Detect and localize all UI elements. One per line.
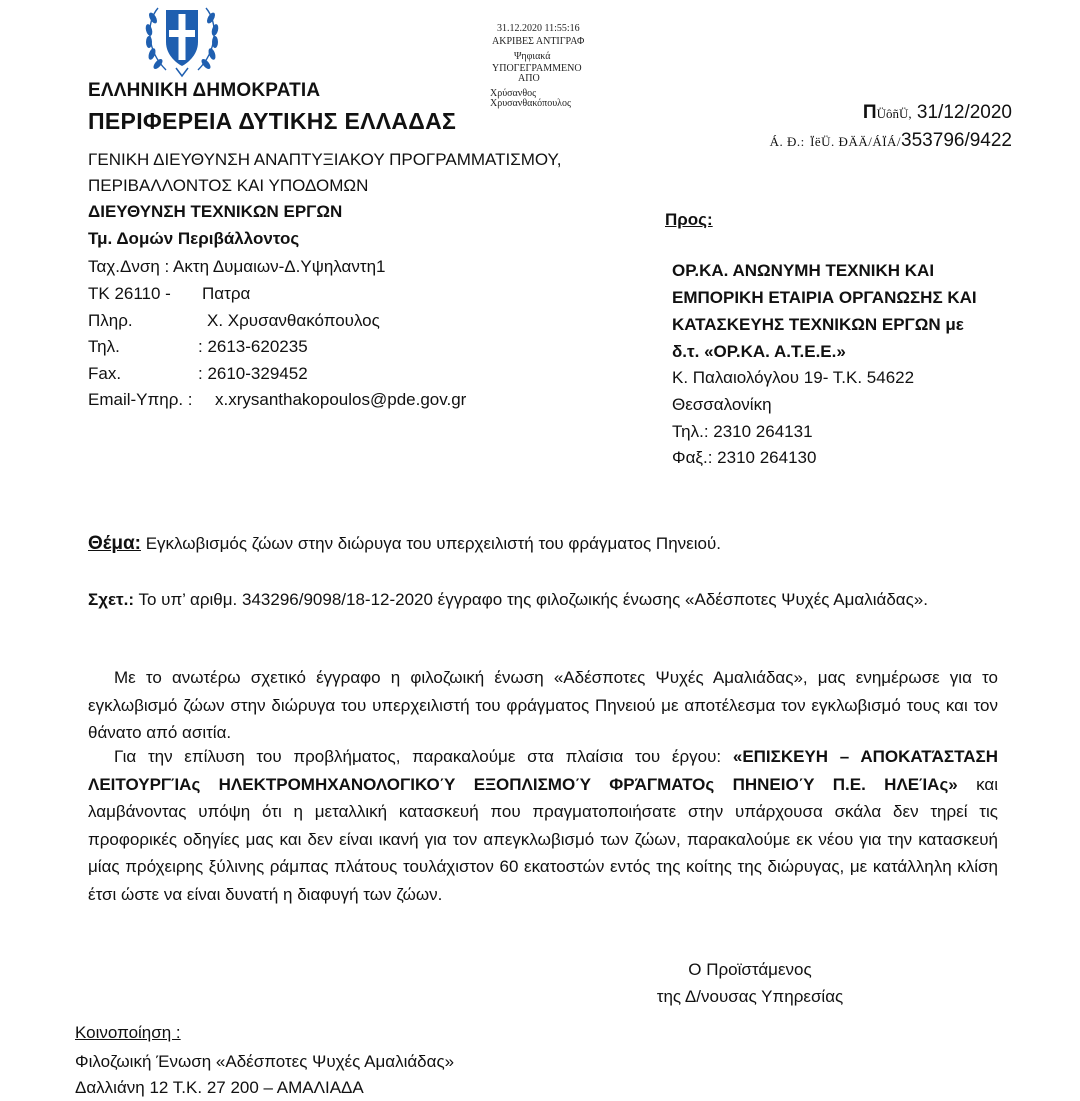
document-date: 31/12/2020: [916, 102, 1012, 123]
recipient-phone: Τηλ.: 2310 264131: [672, 422, 813, 441]
phone-value: : 2613-620235: [198, 337, 308, 356]
signature-line-2: Ψηφιακά: [514, 51, 551, 62]
recipient-address: Κ. Παλαιολόγλου 19- Τ.Κ. 54622: [672, 368, 915, 387]
country-title: ΕΛΛΗΝΙΚΗ ΔΗΜΟΚΡΑΤΙΑ: [88, 80, 321, 101]
postcode-city: Πατρα: [202, 284, 251, 303]
reference-number: 353796/9422: [901, 130, 1012, 151]
phone-label: Τηλ.: [88, 337, 120, 356]
recipient-name-line-3: ΚΑΤΑΣΚΕΥΗΣ ΤΕΧΝΙΚΩΝ ΕΡΓΩΝ με: [672, 315, 964, 334]
subject-line: [88, 533, 721, 555]
relevant-line: [88, 586, 998, 613]
date-prefix: Π: [862, 102, 877, 123]
department-name: Τμ. Δομών Περιβάλλοντος: [88, 229, 300, 248]
reference-code: ÏëÜ. ÐÄÄ/ÁÏÁ/: [810, 134, 902, 149]
email-label: Email-Υπηρ. :: [88, 390, 193, 409]
cc-recipient: Φιλοζωική Ένωση «Αδέσποτες Ψυχές Αμαλιάδας»: [75, 1052, 455, 1071]
postcode-label: ΤΚ 26110 -: [88, 284, 171, 303]
recipient-fax: Φαξ.: 2310 264130: [672, 448, 817, 467]
signature-line-5: Χρύσανθος: [490, 88, 537, 99]
signatory-service: της Δ/νουσας Υπηρεσίας: [656, 987, 844, 1006]
info-value: Χ. Χρυσανθακόπουλος: [207, 311, 380, 330]
subject-text: Εγκλωβισμός ζώων στην διώρυγα του υπερχειλιστή του φράγματος Πηνειού.: [140, 534, 721, 553]
reference-label: Á. Ð.:: [769, 134, 805, 149]
reference-line: [770, 130, 1012, 152]
greek-emblem-logo: [136, 0, 228, 80]
signature-line-3: ΥΠΟΓΕΓΡΑΜΜΕΝΟ: [492, 63, 582, 74]
project-title: «ΕΠΙΣΚΕΥΗ – ΑΠΟΚΑΤΆΣΤΑΣΗ ΛΕΙΤΟΥΡΓΊΑς ΗΛΕΚΤΡΟΜΗΧΑΝΟΛΟΓΙΚΟΎ ΕΞΟΠΛΙΣΜΟΎ ΦΡΆΓΜΑΤΟς ΠΗΝΕΙΟΎ Π.Ε. ΗΛΕΊΑς»: [88, 747, 998, 794]
cc-address: Δαλλιάνη 12 Τ.Κ. 27 200 – ΑΜΑΛΙΑΔΑ: [75, 1078, 364, 1097]
recipient-city: Θεσσαλονίκη: [672, 395, 772, 414]
address-line: Ταχ.Δνση : Ακτη Δυμαιων-Δ.Υψηλαντη1: [88, 257, 386, 276]
signature-line-4: ΑΠΟ: [518, 73, 540, 84]
body-paragraph-2: [88, 743, 998, 908]
relevant-label: Σχετ.:: [88, 590, 135, 609]
signature-datetime: 31.12.2020 11:55:16: [497, 23, 580, 34]
cc-label: Κοινοποίηση :: [75, 1023, 181, 1042]
region-title: ΠΕΡΙΦΕΡΕΙΑ ΔΥΤΙΚΗΣ ΕΛΛΑΔΑΣ: [88, 108, 457, 134]
recipient-name-line-1: ΟΡ.ΚΑ. ΑΝΩΝΥΜΗ ΤΕΧΝΙΚΗ ΚΑΙ: [672, 261, 935, 280]
subject-label: Θέμα:: [88, 533, 141, 554]
signature-line-6: Χρυσανθακόπουλος: [490, 98, 571, 109]
signatory-title: Ο Προϊστάμενος: [688, 960, 812, 979]
directorate-name: ΔΙΕΥΘΥΝΣΗ ΤΕΧΝΙΚΩΝ ΕΡΓΩΝ: [88, 202, 343, 221]
body-paragraph-2-intro: Για την επίλυση του προβλήματος, παρακαλούμε στα πλαίσια του έργου:: [114, 747, 733, 766]
date-place: ÜôñÜ,: [876, 106, 912, 121]
signature-line-1: ΑΚΡΙΒΕΣ ΑΝΤΙΓΡΑΦ: [492, 36, 585, 47]
fax-value: : 2610-329452: [198, 364, 308, 383]
body-paragraph-2-rest: και λαμβάνοντας υπόψη ότι η μεταλλική κατασκευή που πραγματοποιήσατε στην υπάρχουσα σκάλα δεν τηρεί τις προφορικές οδηγίες μας και δεν είναι ικανή για τον απεγκλωβισμό των ζώων, παρακαλούμε εκ νέου για την κατασκευή μίας πρόχειρης ξύλινης ράμπας πλάτους τουλάχιστον 60 εκατοστών εντός της κοίτης της διώρυγας, με κατάλληλη κλίση έτσι ώστε να είναι δυνατή η διαφυγή των ζώων.: [88, 774, 998, 904]
general-directorate-line-1: ΓΕΝΙΚΗ ΔΙΕΥΘΥΝΣΗ ΑΝΑΠΤΥΞΙΑΚΟΥ ΠΡΟΓΡΑΜΜΑΤΙΣΜΟΥ,: [88, 150, 562, 169]
general-directorate-line-2: ΠΕΡΙΒΑΛΛΟΝΤΟΣ ΚΑΙ ΥΠΟΔΟΜΩΝ: [88, 176, 369, 195]
recipient-name-line-2: ΕΜΠΟΡΙΚΗ ΕΤΑΙΡΙΑ ΟΡΓΑΝΩΣΗΣ ΚΑΙ: [672, 288, 977, 307]
email-link[interactable]: x.xrysanthakopoulos@pde.gov.gr: [215, 390, 467, 409]
fax-label: Fax.: [88, 364, 122, 383]
relevant-text: Το υπ’ αριθμ. 343296/9098/18-12-2020 έγγραφο της φιλοζωικής ένωσης «Αδέσποτες Ψυχές Αμαλιάδας».: [134, 590, 928, 609]
info-label: Πληρ.: [88, 311, 133, 330]
body-paragraph-1: Με το ανωτέρω σχετικό έγγραφο η φιλοζωική ένωση «Αδέσποτες Ψυχές Αμαλιάδας», μας ενημέρωσε για το εγκλωβισμό ζώων στην διώρυγα του υπερχειλιστή του φράγματος Πηνειού με αποτέλεσμα τον εγκλωβισμό τους και τον θάνατο από ασιτία.: [88, 668, 998, 742]
recipient-label: Προς:: [665, 210, 713, 229]
recipient-name-line-4: δ.τ. «ΟΡ.ΚΑ. Α.Τ.Ε.Ε.»: [672, 342, 846, 361]
date-line: [863, 102, 1012, 124]
